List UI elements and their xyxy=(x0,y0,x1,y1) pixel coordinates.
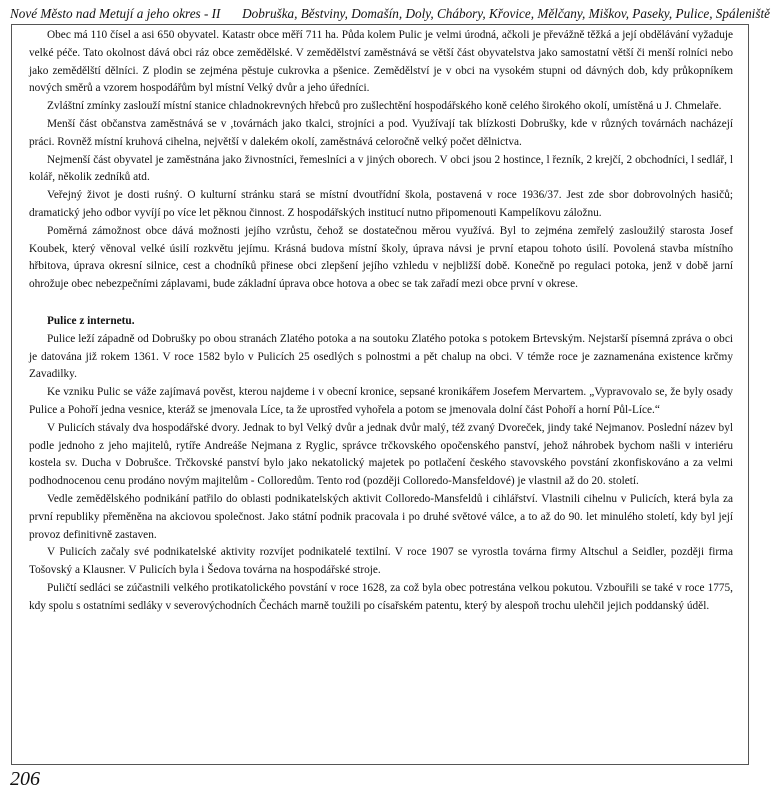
running-header xyxy=(10,6,770,26)
header-book-title: Nové Město nad Metují a jeho okres - II xyxy=(10,6,221,21)
paragraph: Obec má 110 čísel a asi 650 obyvatel. Katastr obce měří 711 ha. Půda kolem Pulic je velmi úrodná, ačkoli je převážně těžká a její obdělávání vyžaduje velké péče. Tato okolnost dává obci ráz obce zemědělské. V zemědělství zaměstnává se větší část obyvatelstva jako samostatní větší či menší rolníci nebo jako zemědělští dělníci. Z plodin se zejména pěstuje cukrovka a pšenice. Zemědělství je v obci na vysokém stupni od dávných dob, kdy průkopníkem nových směrů a vzorem hospodářům byl místní Velký dvůr a jeho úředníci. xyxy=(29,29,733,95)
section-gap xyxy=(29,294,733,313)
paragraph: Pulice leží západně od Dobrušky po obou stranách Zlatého potoka a na soutoku Zlatého potoka s potokem Brtevským. Nejstarší písemná zpráva o obci je datována již rokem 1361. V roce 1582 bylo v Pulicích 25 osedlých s polnostmi a pět chalup na obci. V témže roce je zaznamenána existence krčmy Zavadilky. xyxy=(29,332,733,381)
page-body xyxy=(29,27,733,616)
paragraph: Veřejný život je dosti ruśný. O kulturní stránku stará se místní dvoutřídní škola, postavená v roce 1936/37. Jest zde sbor dobrovolných hasičů; dramatický jeho odbor vyvíjí po více let pěknou činnost. Z hospodářských institucí nutno připomenouti Kampelíkovu záložnu. xyxy=(29,189,733,219)
page-number: 206 xyxy=(10,768,40,790)
paragraph: Ke vzniku Pulic se váže zajímavá pověst, kterou najdeme i v obecní kronice, sepsané kronikářem Josefem Mervartem. „Vypravovalo se, že byly osady Pulice a Pohoří jedna vesnice, kteráž se jmenovala Líce, ta že uprostřed vyhořela a potom se jmenovala dolní část Pohoří a horní Půl-Líce.“ xyxy=(29,386,733,416)
paragraph: Vedle zemědělského podnikání patřilo do oblasti podnikatelských aktivit Colloredo-Mansfeldů i cihlářství. Vlastnili cihelnu v Pulicích, která byla za první republiky přeměněna na akciovou společnost. Jako státní podnik pracovala i po druhé světové válce, a to až do 90. let minulého století, kdy byl její provoz definitivně zastaven. xyxy=(29,492,733,541)
paragraph: V Pulicích začaly své podnikatelské aktivity rozvíjet podnikatelé textilní. V roce 1907 se vyrostla továrna firmy Altschul a Seidler, později firma Tošovský a Klausner. V Pulicích byla i Šedova továrna na hospodářské stroje. xyxy=(29,546,733,577)
header-chapter-places: Dobruška, Běstviny, Domašín, Doly, Chábory, Křovice, Mělčany, Miškov, Paseky, Pulice, Spáleniště xyxy=(242,6,770,21)
paragraph: Zvláštní zmínky zaslouží místní stanice chladnokrevných hřebců pro zušlechtění hospodářského koně celého širokého okolí, umístěná u J. Chmelaře. xyxy=(47,100,722,113)
paragraph: Puličtí sedláci se zúčastnili velkého protikatolického povstání v roce 1628, za což byla obec potrestána velkou pokutou. Vzbouřili se také v roce 1775, kdy spolu s ostatními sedláky v severovýchodních Čechách marně toužili po císařském patentu, který by alespoň trochu ulehčil jejich poddanský úděl. xyxy=(29,581,733,612)
paragraph: Menší část občanstva zaměstnává se v ,továrnách jako tkalci, strojníci a pod. Využívají tak blízkosti Dobrušky, kde v různých továrnách nacházejí práci. Rovněž místní kruhová cihelna, největší v dalekém okolí, zaměstnává celoročně velký počet dělnictva. xyxy=(29,117,733,148)
paragraph: V Pulicích stávaly dva hospodářské dvory. Jednak to byl Velký dvůr a jednak dvůr malý, též zvaný Dvoreček, jindy také Nejmanov. Poslední název byl podle jednoho z jeho majitelů, rytíře Andreáše Nejmana z Ryglic, správce trčkovského opočenského panství, jehož náhrobek bychom našli v interiéru kostela sv. Ducha v Dobrušce. Trčkovské panství bylo jako nekatolický majetek po potlačení českého stavovského povstání zkonfiskováno a za velmi podhodnocenou cenu prodáno novým majitelům - Colloredům. Tento rod (později Colloredo-Mansfeldové) je vlastnil až do 20. století. xyxy=(29,421,733,488)
section-heading: Pulice z internetu. xyxy=(47,314,135,327)
paragraph: Nejmenší část obyvatel je zaměstnána jako živnostníci, řemeslníci a v jiných oborech. V obci jsou 2 hostince, l řezník, 2 krejčí, 2 obchodníci, l sedlář, l kolář, několik zedníků atd. xyxy=(29,153,733,184)
paragraph: Poměrná zámožnost obce dává možnosti jejího vzrůstu, čehož se dostatečnou měrou využívá. Byl to zejména zemřelý zasloužilý starosta Josef Koubek, který věnoval velké úsilí rozkvětu jejímu. Krásná budova místní školy, úprava návsi je první etapou tohoto úsilí. Povolená stavba místního hřbitova, úprava okresní silnice, cest a chodníků přinese obci zlepšení jejího vzhledu v nejbližší době. Konečně po regulaci potoka, jenž v době jarní ohrožuje obec nebezpečními záplavami, bude základní úprava obce hotova a obec se tak zařadí mezi obce první v okrese. xyxy=(29,224,733,291)
